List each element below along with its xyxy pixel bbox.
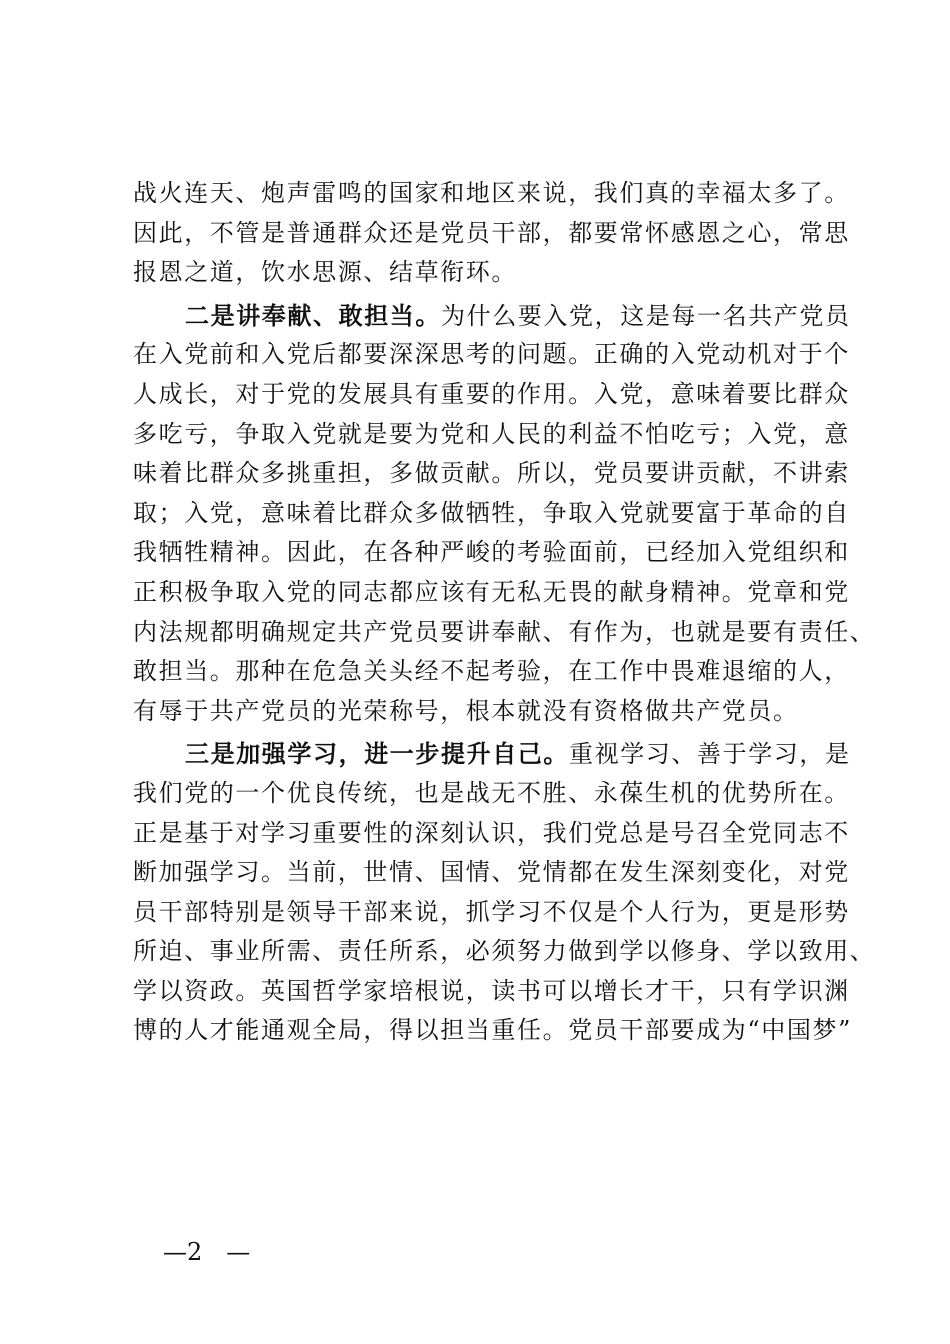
paragraph-line: 多吃亏，争取入党就是要为党和人民的利益不怕吃亏；入党，意 [133,419,850,448]
paragraph-line: 有辱于共产党员的光荣称号，根本就没有资格做共产党员。 [133,696,799,725]
paragraph-2 [133,296,876,732]
paragraph-heading: 三是加强学习，进一步提升自己。 [185,739,569,769]
paragraph-line: 博的人才能通观全局，得以担当重任。党员干部要成为“中国梦” [133,1016,852,1045]
paragraph-line: 敢担当。那种在危急关头经不起考验，在工作中畏难退缩的人， [133,657,850,686]
paragraph-line: 正是基于对学习重要性的深刻认识，我们党总是号召全党同志不 [133,818,850,847]
paragraph-first-line [133,734,851,774]
paragraph-line: 我们党的一个优良传统，也是战无不胜、永葆生机的优势所在。 [133,778,850,807]
paragraph-1 [133,174,850,293]
paragraph-line: 报恩之道，饮水思源、结草衔环。 [133,258,517,287]
paragraph-line: 味着比群众多挑重担，多做贡献。所以，党员要讲贡献，不讲索 [133,459,850,488]
paragraph-line: 员干部特别是领导干部来说，抓学习不仅是个人行为，更是形势 [133,897,850,926]
paragraph-heading: 二是讲奉献、敢担当。 [185,300,441,330]
paragraph-line: 学以资政。英国哲学家培根说，读书可以增长才干，只有学识渊 [133,976,850,1005]
paragraph-line: 所迫、事业所需、责任所系，必须努力做到学以修身、学以致用、 [133,937,876,966]
paragraph-text: 重视学习、善于学习，是 [569,740,851,769]
paragraph-text: 为什么要入党，这是每一名共产党员 [441,301,851,330]
paragraph-line: 在入党前和入党后都要深深思考的问题。正确的入党动机对于个 [133,340,850,369]
paragraph-first-line [133,296,851,336]
paragraph-line: 我牺牲精神。因此，在各种严峻的考验面前，已经加入党组织和 [133,538,850,567]
paragraph-line: 战火连天、炮声雷鸣的国家和地区来说，我们真的幸福太多了。 [133,179,850,207]
page-number: —2 — [163,1238,251,1266]
paragraph-line: 断加强学习。当前，世情、国情、党情都在发生深刻变化，对党 [133,858,850,887]
paragraph-3 [133,734,876,1051]
paragraph-line: 人成长，对于党的发展具有重要的作用。入党，意味着要比群众 [133,379,850,408]
paragraph-line: 因此，不管是普通群众还是党员干部，都要常怀感恩之心，常思 [133,218,850,247]
paragraph-line: 正积极争取入党的同志都应该有无私无畏的献身精神。党章和党 [133,577,850,606]
paragraph-line: 取；入党，意味着比群众多做牺牲，争取入党就要富于革命的自 [133,498,850,527]
paragraph-line: 内法规都明确规定共产党员要讲奉献、有作为，也就是要有责任、 [133,617,876,646]
body-text [133,174,876,1051]
